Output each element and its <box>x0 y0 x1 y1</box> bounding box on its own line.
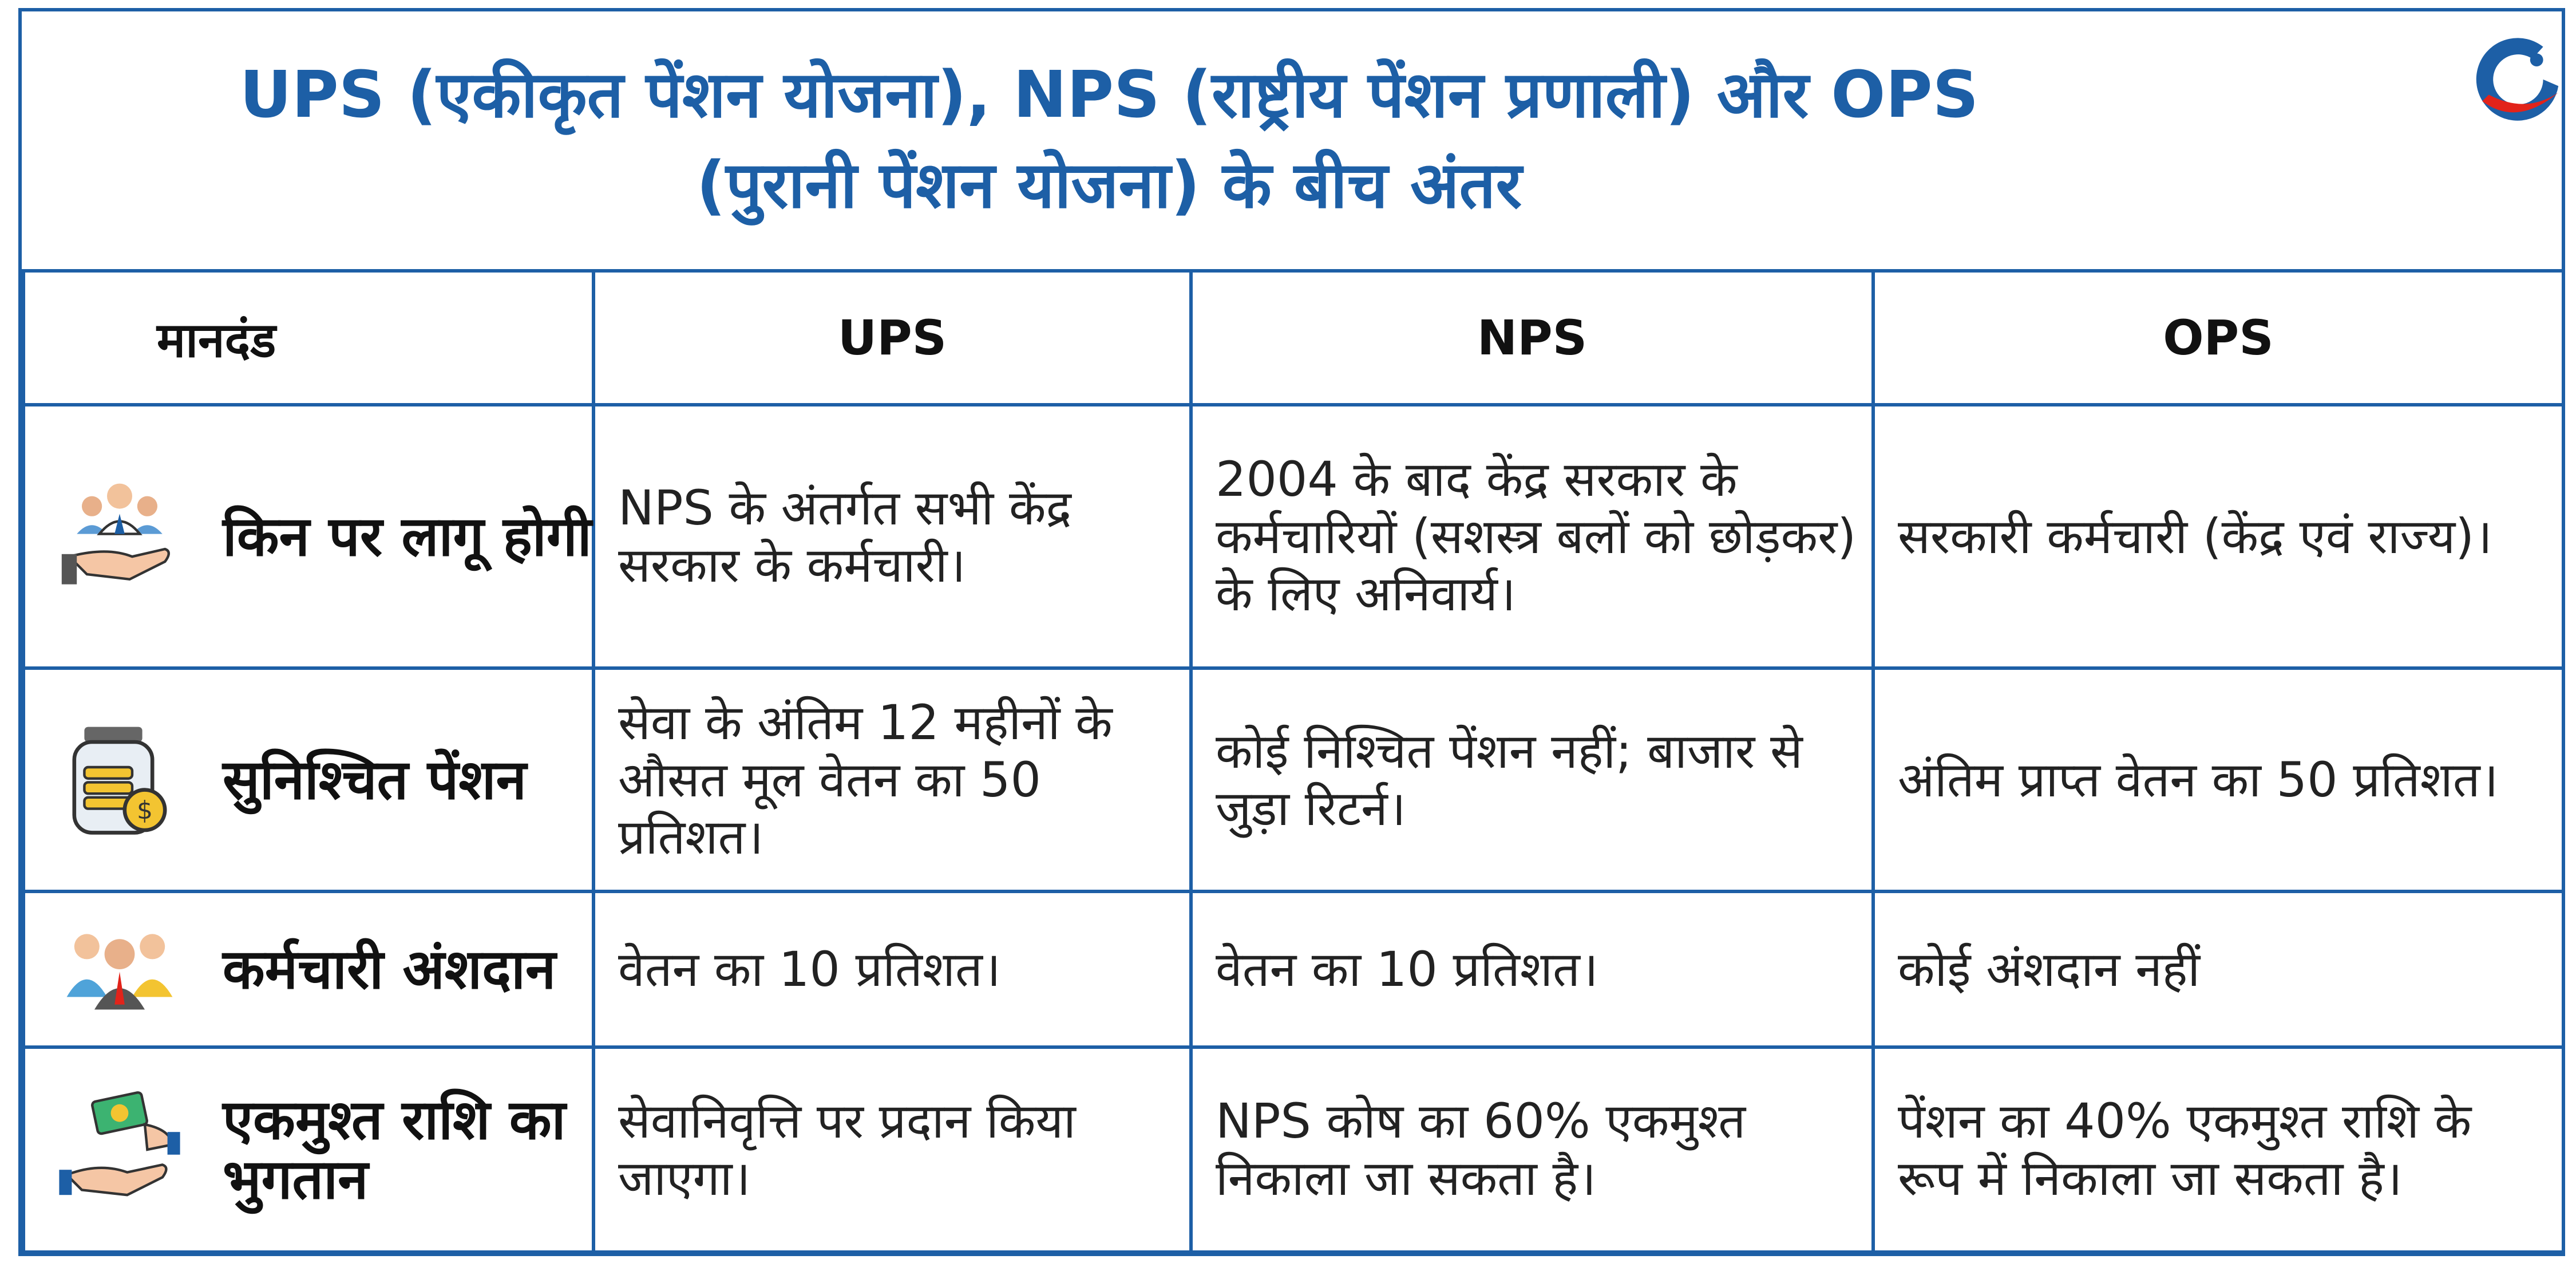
header-ups: UPS <box>593 271 1191 405</box>
ups-cell: सेवानिवृत्ति पर प्रदान किया जाएगा। <box>593 1047 1191 1252</box>
header-nps: NPS <box>1191 271 1873 405</box>
comparison-frame <box>18 8 2565 1256</box>
table-row <box>23 1047 2563 1252</box>
header-ops: OPS <box>1873 271 2563 405</box>
brand-logo-icon <box>2463 23 2571 132</box>
coin-jar-icon <box>57 717 183 843</box>
criteria-label: एकमुश्त राशि का भुगतान <box>223 1088 566 1211</box>
title-line-1: UPS (एकीकृत पेंशन योजना), NPS (राष्ट्रीय पेंशन प्रणाली) और OPS <box>239 58 1979 132</box>
criteria-cell <box>23 891 593 1047</box>
ups-cell: NPS के अंतर्गत सभी केंद्र सरकार के कर्मचारी। <box>593 405 1191 668</box>
employees-icon <box>57 906 183 1032</box>
nps-cell: कोई निश्चित पेंशन नहीं; बाजार से जुड़ा रिटर्न। <box>1191 668 1873 891</box>
criteria-cell <box>23 1047 593 1252</box>
criteria-cell <box>23 668 593 891</box>
nps-cell: वेतन का 10 प्रतिशत। <box>1191 891 1873 1047</box>
comparison-table <box>22 269 2565 1254</box>
ops-cell: सरकारी कर्मचारी (केंद्र एवं राज्य)। <box>1873 405 2563 668</box>
page-title <box>22 11 2197 269</box>
nps-cell: NPS कोष का 60% एकमुश्त निकाला जा सकता है। <box>1191 1047 1873 1252</box>
criteria-label: सुनिश्चित पेंशन <box>223 748 527 812</box>
hand-people-icon <box>57 473 183 599</box>
criteria-label: किन पर लागू होगी <box>223 504 592 569</box>
table-header-row <box>23 271 2563 405</box>
ops-cell: पेंशन का 40% एकमुश्त राशि के रूप में निकाला जा सकता है। <box>1873 1047 2563 1252</box>
table-row <box>23 891 2563 1047</box>
table-row <box>23 405 2563 668</box>
title-line-2: (पुरानी पेंशन योजना) के बीच अंतर <box>696 148 1522 223</box>
svg-text:$: $ <box>137 796 153 826</box>
criteria-label: कर्मचारी अंशदान <box>223 937 556 1001</box>
ups-cell: वेतन का 10 प्रतिशत। <box>593 891 1191 1047</box>
ops-cell: कोई अंशदान नहीं <box>1873 891 2563 1047</box>
ups-cell: सेवा के अंतिम 12 महीनों के औसत मूल वेतन का 50 प्रतिशत। <box>593 668 1191 891</box>
header-criteria: मानदंड <box>23 271 593 405</box>
ops-cell: अंतिम प्राप्त वेतन का 50 प्रतिशत। <box>1873 668 2563 891</box>
nps-cell: 2004 के बाद केंद्र सरकार के कर्मचारियों (सशस्त्र बलों को छोड़कर) के लिए अनिवार्य। <box>1191 405 1873 668</box>
criteria-cell <box>23 405 593 668</box>
table-row <box>23 668 2563 891</box>
money-exchange-icon <box>57 1087 183 1213</box>
